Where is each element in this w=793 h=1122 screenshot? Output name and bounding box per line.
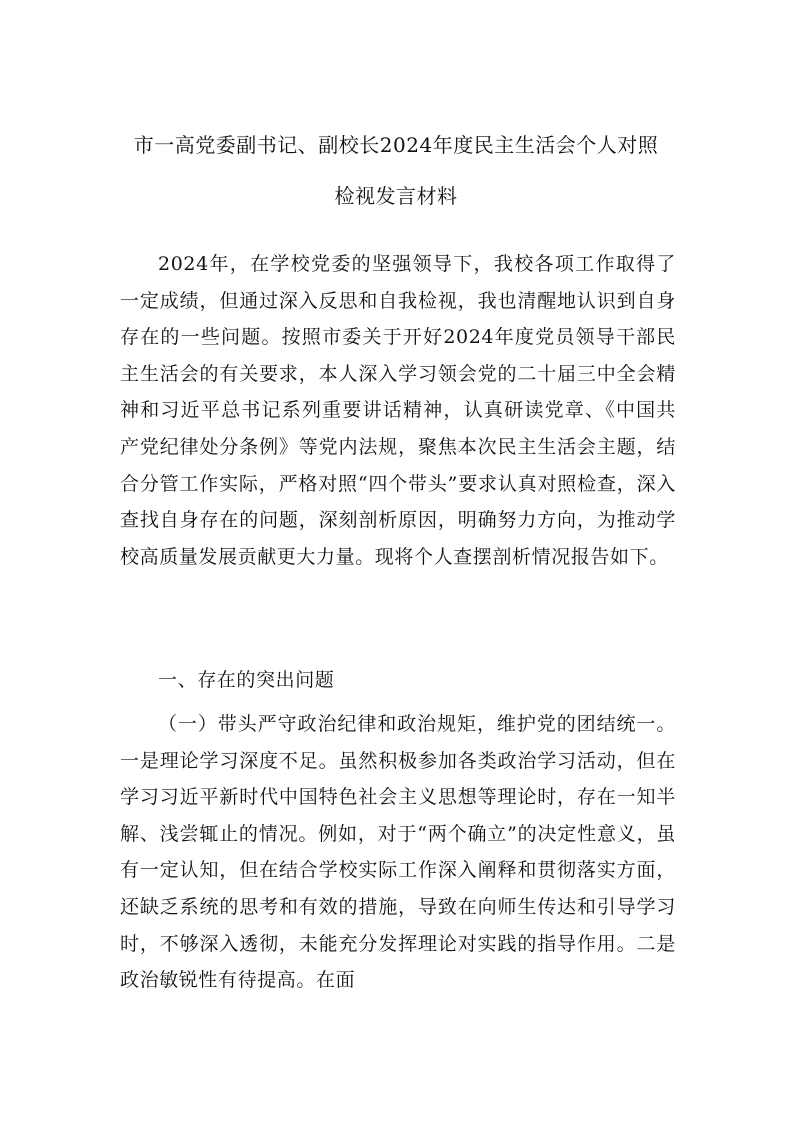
document-title-line-2: 检视发言材料 [334,184,458,208]
section-heading: 一、存在的突出问题 [158,669,335,691]
section-paragraph: （一）带头严守政治纪律和政治规矩，维护党的团结统一。一是理论学习深度不足。虽然积极参加各类政治学习活动，但在学习习近平新时代中国特色社会主义思想等理论时，存在一知半解、浅尝辄止的情况。例如，对于“两个确立”的决定性意义，虽有一定认知，但在结合学校实际工作深入阐释和贯彻落实方面，还缺乏系统的思考和有效的措施，导致在向师生传达和引导学习时，不够深入透彻，未能充分发挥理论对实践的指导作用。二是政治敏锐性有待提高。在面 [120,713,676,992]
intro-paragraph [120,246,676,575]
document-title-line-1: 市一高党委副书记、副校长2024年度民主生活会个人对照 [133,133,659,157]
intro-paragraph-text: 2024年，在学校党委的坚强领导下，我校各项工作取得了一定成绩，但通过深入反思和自我检视，我也清醒地认识到自身存在的一些问题。按照市委关于开好2024年度党员领导干部民主生活会的有关要求，本人深入学习领会党的二十届三中全会精神和习近平总书记系列重要讲话精神，认真研读党章、《中国共产党纪律处分条例》等党内法规，聚焦本次民主生活会主题，结合分管工作实际，严格对照“四个带头”要求认真对照检查，深入查找自身存在的问题，深刻剖析原因，明确努力方向，为推动学校高质量发展贡献更大力量。现将个人查摆剖析情况报告如下。 [120,253,676,568]
